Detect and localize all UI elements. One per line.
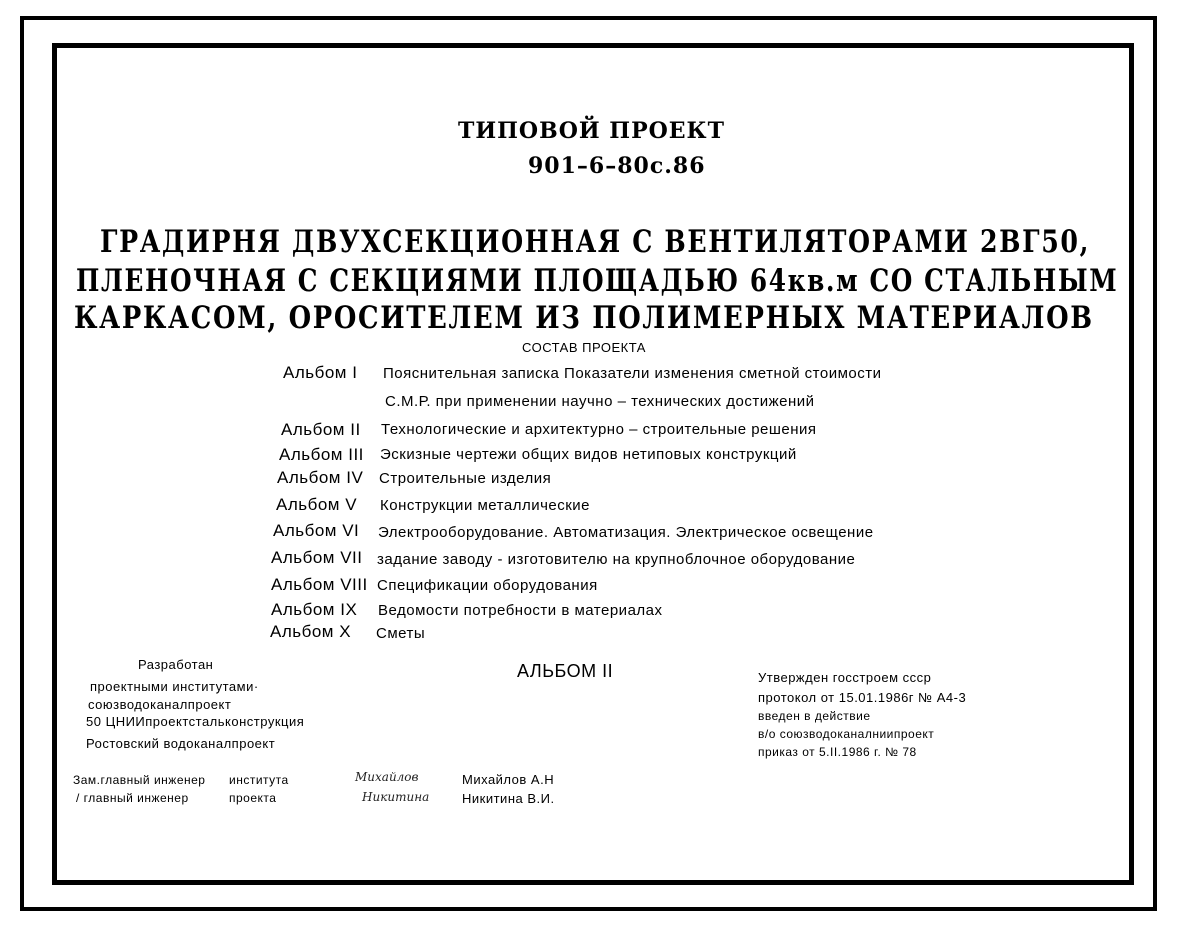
album-desc: Спецификации оборудования (377, 577, 598, 594)
approval-line: Утвержден госстроем ссср (758, 670, 932, 685)
album-label: Альбом IX (271, 600, 358, 619)
album-desc: Строительные изделия (379, 470, 552, 487)
current-album: АЛЬБОМ II (517, 661, 614, 681)
title-line-1: ГРАДИРНЯ ДВУХСЕКЦИОННАЯ С ВЕНТИЛЯТОРАМИ 2ВГ50, (100, 224, 1091, 260)
album-desc: Электрооборудование. Автоматизация. Электрическое освещение (378, 524, 874, 541)
album-label: Альбом II (281, 420, 361, 439)
album-label: Альбом VII (271, 548, 363, 567)
developed-line: союзводоканалпроект (88, 697, 232, 712)
developed-line: Ростовский водоканалпроект (86, 736, 276, 751)
approval-line: протокол от 15.01.1986г № А4-3 (758, 690, 967, 705)
handwritten-signature: Михайлов (355, 770, 419, 784)
signature-org: института (229, 773, 289, 787)
album-desc: Ведомости потребности в материалах (378, 602, 663, 619)
title-line-2: ПЛЕНОЧНАЯ С СЕКЦИЯМИ ПЛОЩАДЬЮ 64кв.м СО СТАЛЬНЫМ (76, 263, 1119, 299)
album-label: Альбом IV (277, 468, 364, 487)
album-desc: Технологические и архитектурно – строительные решения (381, 421, 817, 438)
developed-line: 50 ЦНИИпроектстальконструкция (86, 714, 305, 729)
album-desc: Конструкции металлические (380, 497, 591, 514)
album-label: Альбом VIII (271, 575, 368, 594)
album-label: Альбом VI (273, 521, 360, 540)
album-desc: Эскизные чертежи общих видов нетиповых конструкций (380, 446, 797, 463)
project-number: 901–6–80с.86 (528, 153, 706, 179)
approval-line: введен в действие (758, 709, 871, 723)
signature-role: Зам.главный инженер (73, 773, 206, 787)
signature-role: / главный инженер (76, 791, 189, 805)
developed-heading: Разработан (138, 657, 214, 672)
signatory-name: Михайлов А.Н (462, 772, 555, 787)
album-label: Альбом V (276, 495, 358, 514)
album-label: Альбом I (283, 363, 358, 382)
project-type: ТИПОВОЙ ПРОЕКТ (458, 118, 725, 144)
title-line-3: КАРКАСОМ, ОРОСИТЕЛЕМ ИЗ ПОЛИМЕРНЫХ МАТЕРИАЛОВ (74, 300, 1094, 336)
album-desc: Сметы (376, 625, 426, 642)
album-desc: С.М.Р. при применении научно – технических достижений (385, 393, 815, 410)
approval-line: приказ от 5.II.1986 г. № 78 (758, 745, 917, 759)
album-desc: задание заводу - изготовителю на крупноблочное оборудование (377, 551, 856, 568)
signatory-name: Никитина В.И. (462, 791, 555, 806)
album-label: Альбом III (279, 445, 364, 464)
developed-line: проектными институтами· (90, 679, 259, 694)
handwritten-signature: Никитина (362, 790, 430, 804)
album-label: Альбом X (270, 622, 352, 641)
approval-line: в/о союзводоканалниипроект (758, 727, 935, 741)
composition-heading: СОСТАВ ПРОЕКТА (522, 340, 646, 355)
album-desc: Пояснительная записка Показатели изменения сметной стоимости (383, 365, 882, 382)
signature-org: проекта (229, 791, 277, 805)
